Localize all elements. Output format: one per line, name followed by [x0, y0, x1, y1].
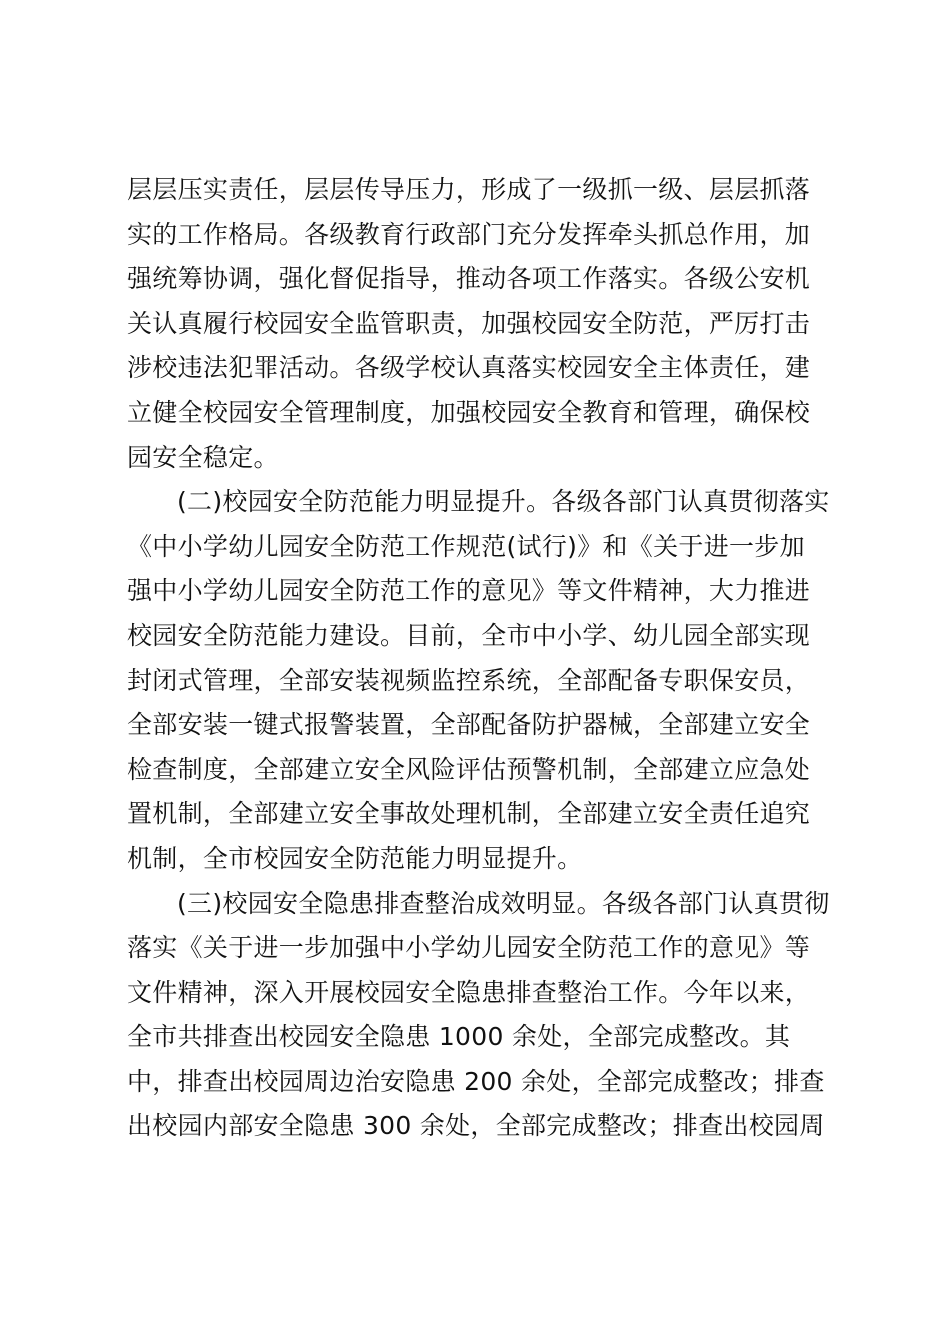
paragraph-line: 实的工作格局。各级教育行政部门充分发挥牵头抓总作用，加: [127, 219, 811, 249]
paragraph-line: 园安全稳定。: [127, 442, 279, 472]
paragraph-line: 中，排查出校园周边治安隐患 200 余处，全部完成整改；排查: [127, 1066, 825, 1096]
paragraph-prevention-capability: [127, 480, 830, 881]
paragraph-line: 关认真履行校园安全监管职责，加强校园安全防范，严厉打击: [127, 308, 811, 338]
paragraph-hazard-rectification: [127, 882, 830, 1150]
paragraph-line: 强中小学幼儿园安全防范工作的意见》等文件精神，大力推进: [127, 576, 811, 606]
paragraph-line: 立健全校园安全管理制度，加强校园安全教育和管理，确保校: [127, 397, 811, 427]
paragraph-line-first: (二)校园安全防范能力明显提升。各级各部门认真贯彻落实: [177, 487, 830, 517]
paragraph-line: 置机制，全部建立安全事故处理机制，全部建立安全责任追究: [127, 799, 811, 829]
paragraph-line: 层层压实责任，层层传导压力，形成了一级抓一级、层层抓落: [127, 175, 811, 204]
paragraph-line: 强统筹协调，强化督促指导，推动各项工作落实。各级公安机: [127, 264, 811, 294]
paragraph-line: 检查制度，全部建立安全风险评估预警机制，全部建立应急处: [127, 754, 811, 784]
document-body: [127, 168, 830, 1149]
paragraph-line: 机制，全市校园安全防范能力明显提升。: [127, 843, 583, 873]
paragraph-line: 全市共排查出校园安全隐患 1000 余处，全部完成整改。其: [127, 1022, 791, 1052]
paragraph-line: 校园安全防范能力建设。目前，全市中小学、幼儿园全部实现: [127, 620, 811, 650]
paragraph-responsibility: [127, 168, 827, 480]
paragraph-line: 涉校违法犯罪活动。各级学校认真落实校园安全主体责任，建: [127, 353, 811, 383]
paragraph-line: 出校园内部安全隐患 300 余处，全部完成整改；排查出校园周: [127, 1111, 825, 1141]
paragraph-line: 全部安装一键式报警装置，全部配备防护器械，全部建立安全: [127, 710, 811, 740]
paragraph-line-first: (三)校园安全隐患排查整治成效明显。各级各部门认真贯彻: [177, 888, 830, 918]
paragraph-line: 封闭式管理，全部安装视频监控系统，全部配备专职保安员，: [127, 665, 811, 695]
paragraph-line: 落实《关于进一步加强中小学幼儿园安全防范工作的意见》等: [127, 933, 811, 963]
paragraph-line: 文件精神，深入开展校园安全隐患排查整治工作。今年以来，: [127, 977, 811, 1007]
paragraph-line: 《中小学幼儿园安全防范工作规范(试行)》和《关于进一步加: [127, 531, 805, 561]
